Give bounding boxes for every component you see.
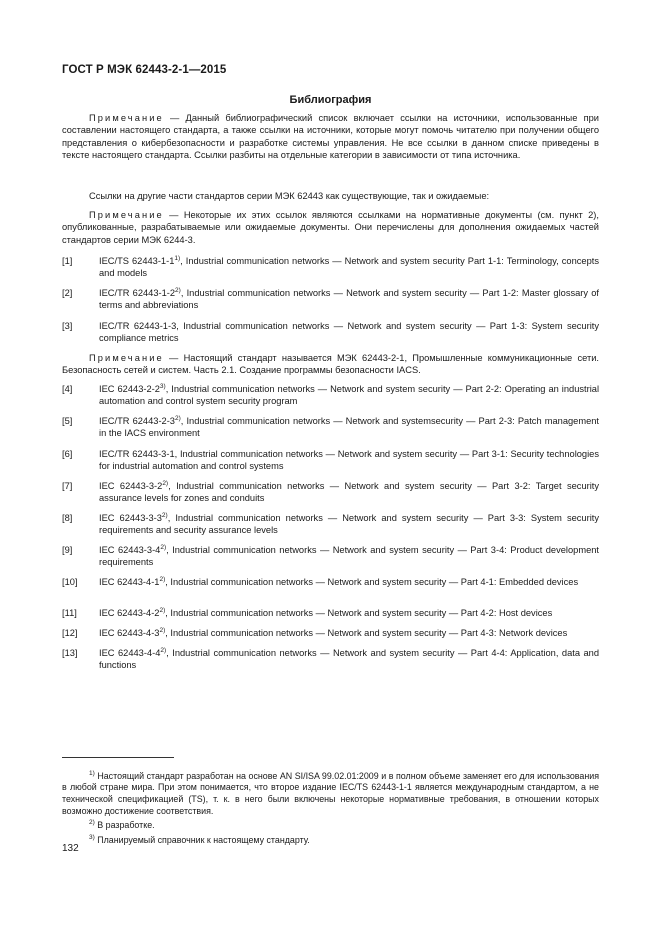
intro-paragraph: Ссылки на другие части стандартов серии МЭК 62443 как существующие, так и ожидаемые: (89, 191, 490, 201)
reference-number: [8] (62, 513, 73, 523)
reference-text: IEC/TR 62443-2-3$^{2)}$, Industrial communication networks — Network and systemsecurity — Part 2-3: Patch management in the IACS environment (99, 415, 599, 439)
reference-number: [1] (62, 256, 73, 266)
reference-number: [11] (62, 608, 77, 618)
reference-text: IEC/TR 62443-1-2$^{2)}$, Industrial communication networks — Network and system security — Part 1-2: Master glossary of terms and abbreviations (99, 287, 599, 311)
reference-text: IEC 62443-4-3$^{2)}$, Industrial communication networks — Network and system security — Part 4-3: Network devices (99, 627, 568, 638)
note-label: Примечание (89, 353, 164, 363)
reference-text: IEC/TR 62443-1-3, Industrial communication networks — Network and system security — Part 1-3: System security compliance metrics (99, 321, 599, 344)
reference-number: [10] (62, 577, 78, 587)
note-2 (62, 209, 599, 246)
reference-number: [12] (62, 628, 78, 638)
note-text: — Данный библиографический список включает ссылки на источники, использованные при составлении настоящего стандарта, а также ссылки на источники, которые могут помочь читателю при получении общего представления о кибербезопасности и разработке системы управления. Не все ссылки в данном списке приведены в тексте настоящего стандарта. Ссылки разбиты на отдельные категории в зависимости от типа источника. (62, 113, 599, 161)
page-number: 132 (62, 843, 79, 854)
reference-text: IEC 62443-4-1$^{2)}$, Industrial communication networks — Network and system security — Part 4-1: Embedded devices (99, 576, 579, 587)
note-text: — Некоторые их этих ссылок являются ссылками на нормативные документы (см. пункт 2), опубликованные, разрабатываемые или ожидаемые документы. Они перечислены для дополнения ожидаемых частей стандартов серии МЭК 6244-3. (62, 210, 599, 245)
reference-number: [3] (62, 321, 73, 331)
reference-text: IEC/TS 62443-1-1$^{1)}$, Industrial communication networks — Network and system security Part 1-1: Terminology, concepts and models (99, 255, 599, 279)
note-label: Примечание (89, 113, 164, 123)
footnote: $^{1)}$ Настоящий стандарт разработан на основе AN SI/ISA 99.02.01:2009 и в полном объеме заменяет его для использования в любой стране мира. При этом понимается, что второе издание IEC/TS 62443-1-1 является международным стандартом, а не технической спецификацией (TS), т. к. в него были включены некоторые нормативные требования, в отношении которых возможно достижение соответствия. (62, 769, 599, 816)
reference-number: [9] (62, 545, 73, 555)
reference-number: [7] (62, 481, 73, 491)
note-text: — Настоящий стандарт называется МЭК 62443-2-1, Промышленные коммуникационные сети. Безопасность сетей и систем. Часть 2.1. Создание программы безопасности IACS. (62, 353, 599, 376)
note-3 (62, 352, 599, 377)
page-title: Библиография (289, 94, 372, 106)
footnote: $^{2)}$ В разработке. (89, 818, 155, 830)
reference-number: [5] (62, 416, 73, 426)
reference-number: [6] (62, 449, 73, 459)
standard-header: ГОСТ Р МЭК 62443-2-1—2015 (62, 64, 227, 76)
reference-text: IEC 62443-4-4$^{2)}$, Industrial communication networks — Network and system security — Part 4-4: Application, data and functions (99, 647, 599, 671)
reference-text: IEC 62443-3-2$^{2)}$, Industrial communication networks — Network and system security — Part 3-2: Target security assurance levels for zones and conduits (99, 480, 600, 504)
reference-text: IEC 62443-4-2$^{2)}$, Industrial communication networks — Network and system security — Part 4-2: Host devices (99, 607, 553, 618)
note-1 (62, 112, 599, 162)
reference-text: IEC/TR 62443-3-1, Industrial communication networks — Network and system security — Part 3-1: Security technologies for industrial automation and control systems (99, 449, 599, 472)
reference-text: IEC 62443-3-3$^{2)}$, Industrial communication networks — Network and system security — Part 3-3: System security requirements and security assurance levels (99, 512, 599, 536)
reference-number: [2] (62, 288, 73, 298)
reference-text: IEC 62443-3-4$^{2)}$, Industrial communication networks — Network and system security — Part 3-4: Product development requirements (99, 544, 599, 568)
reference-number: [13] (62, 648, 78, 658)
footnote: $^{3)}$ Планируемый справочник к настоящему стандарту. (89, 833, 310, 845)
reference-number: [4] (62, 384, 73, 394)
note-label: Примечание (89, 210, 164, 220)
footnote-divider (62, 757, 174, 758)
reference-text: IEC 62443-2-2$^{3)}$, Industrial communication networks — Network and system security — Part 2-2: Operating an industrial automation and control system security program (99, 383, 600, 407)
